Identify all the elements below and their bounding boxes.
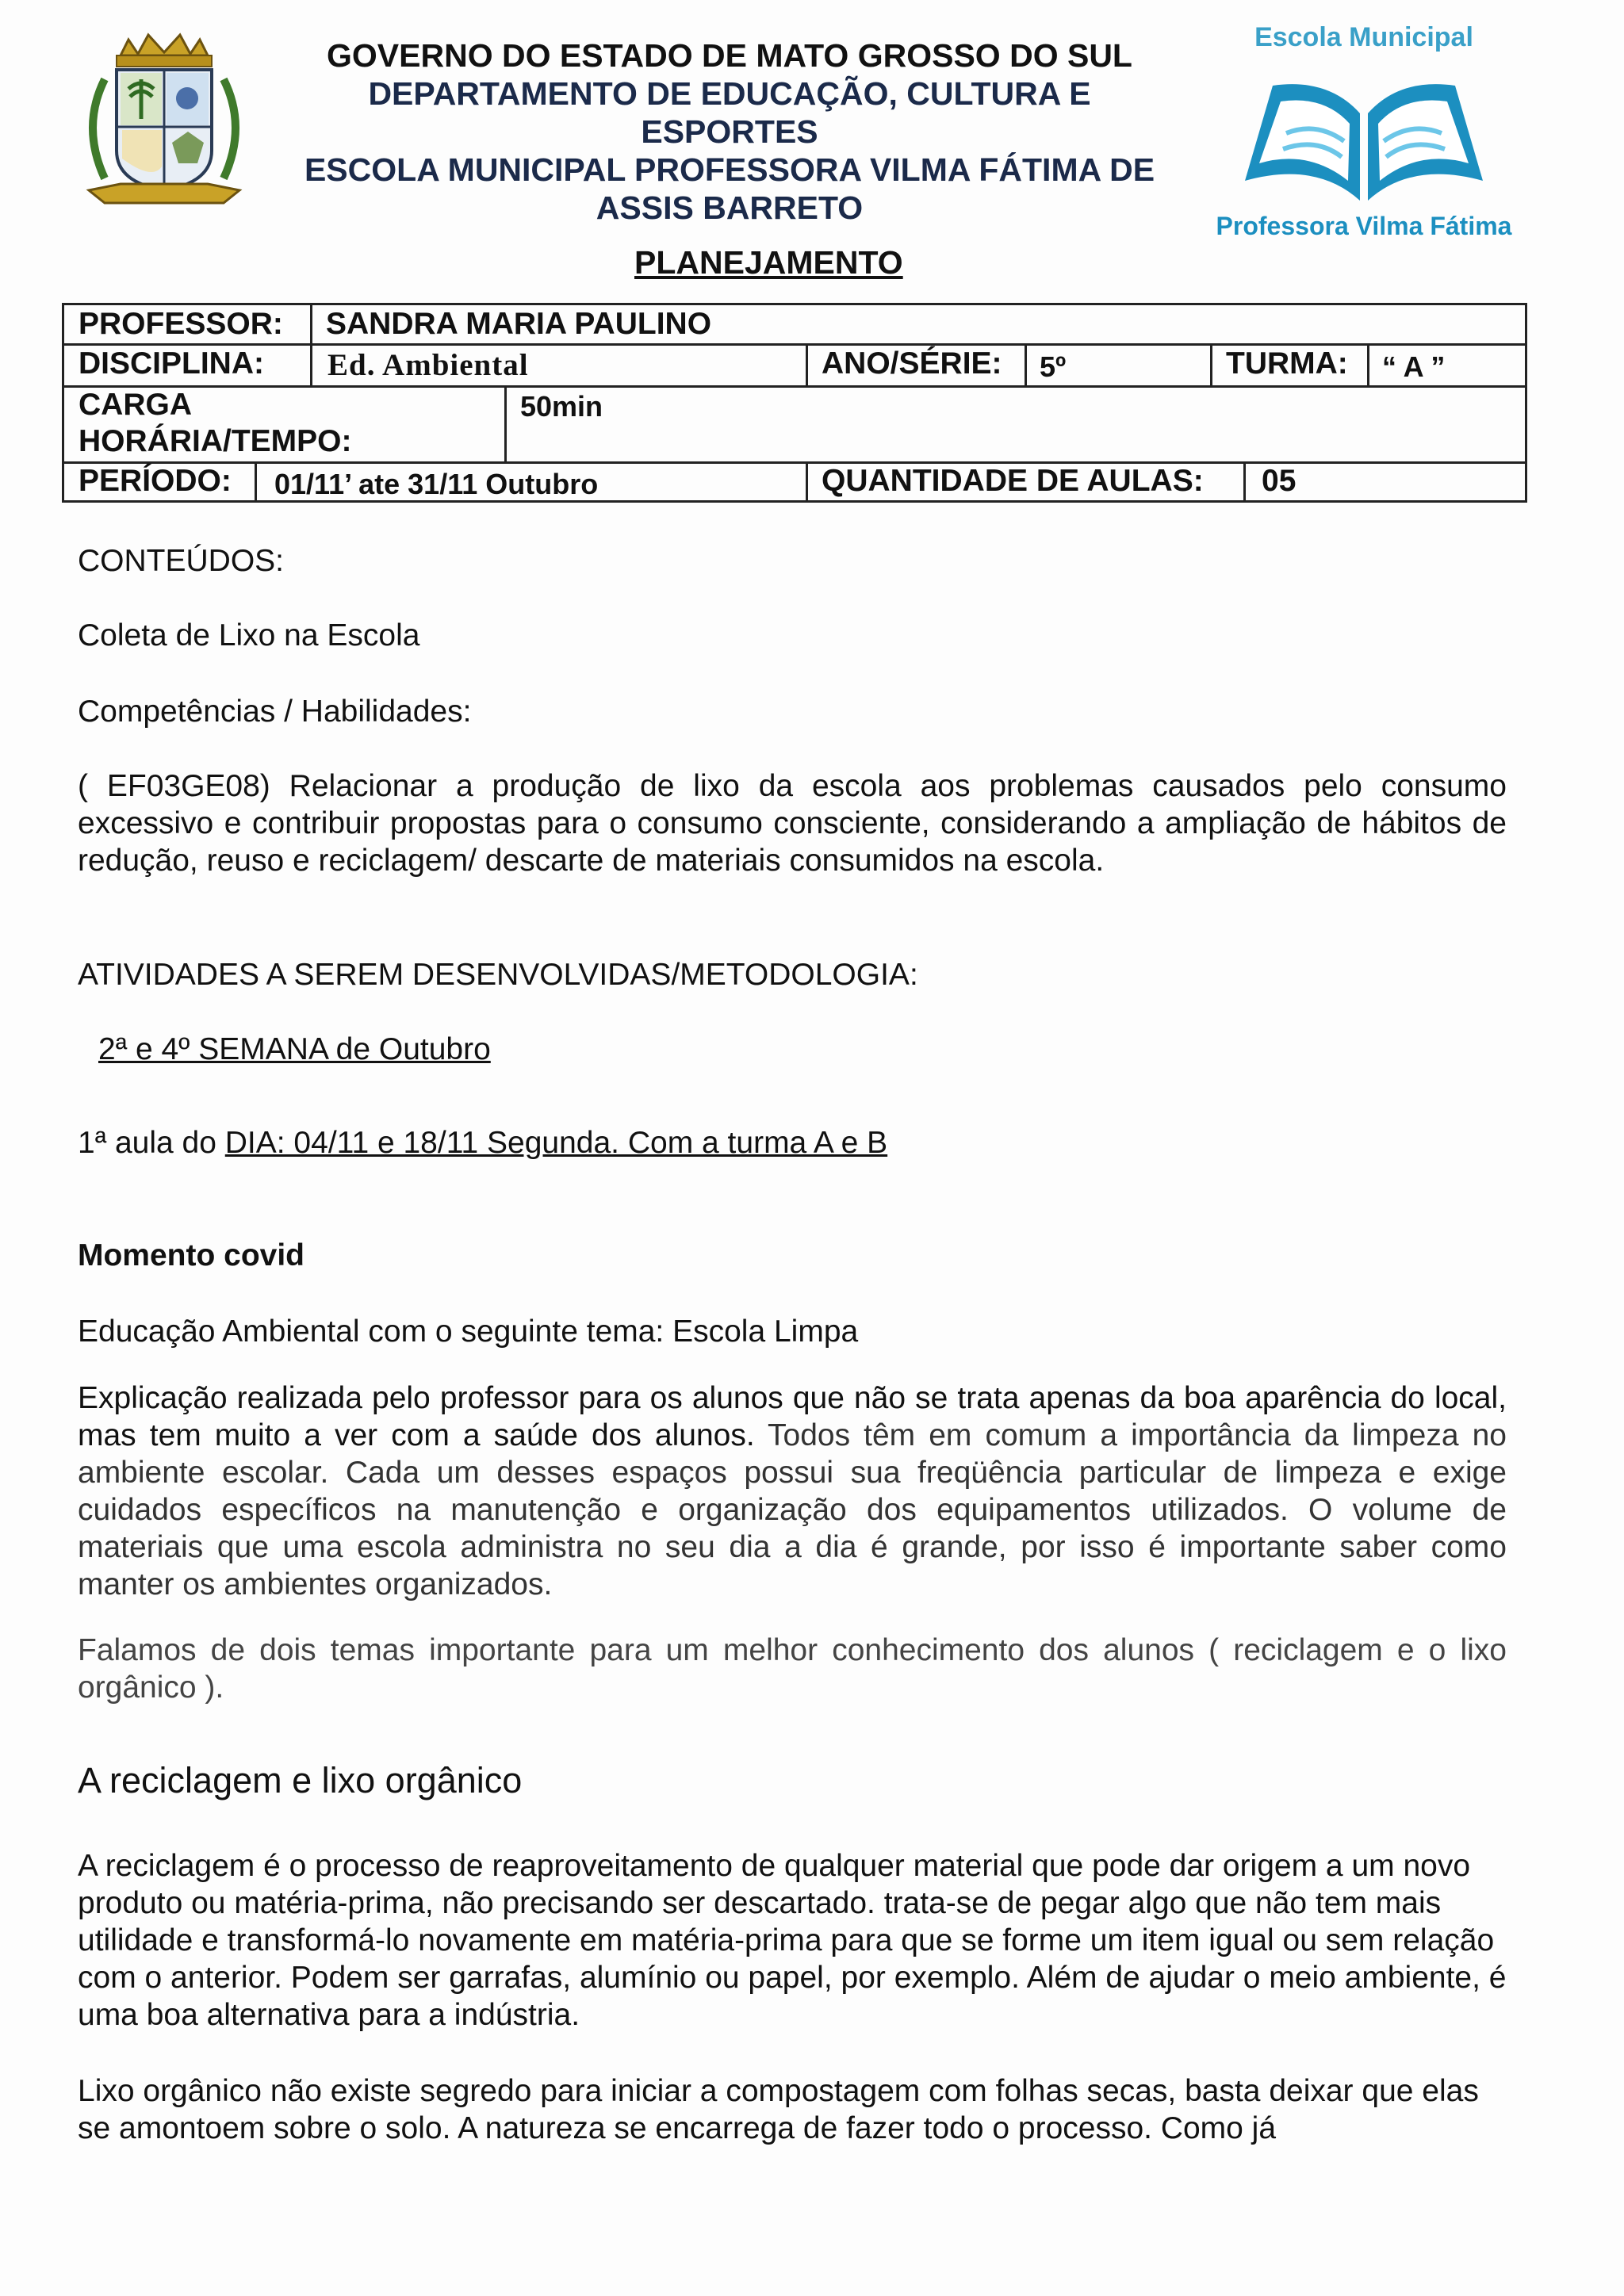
aula-prefix: 1ª aula do <box>78 1126 225 1160</box>
carga-label: CARGA <box>79 388 192 422</box>
explicacao-part-2: Todos têm em comum a importância da limpeza no ambiente escolar. Cada um desses espaços possui sua freqüência particular de limpeza e exige cuidados específicos na manutenção e organização dos equipamentos utilizados. O volume de materiais que uma escola administra no seu dia a dia é grande, por isso é importante saber como manter os ambientes organizados. <box>78 1418 1507 1601</box>
school-book-logo <box>1197 22 1530 244</box>
header-line-school: ESCOLA MUNICIPAL PROFESSORA VILMA FÁTIMA DE <box>304 151 1155 188</box>
turma-value: “ A ” <box>1382 350 1446 383</box>
planning-info-table <box>62 303 1527 503</box>
explicacao-paragraph <box>78 1380 1507 1603</box>
turma-label: TURMA: <box>1226 346 1348 381</box>
carga-value: 50min <box>520 390 603 423</box>
reciclagem-heading: A reciclagem e lixo orgânico <box>78 1760 523 1800</box>
professor-value: SANDRA MARIA PAULINO <box>326 307 712 341</box>
municipal-coat-of-arms <box>73 32 255 214</box>
logo-bottom-text: Professora Vilma Fátima <box>1216 212 1512 240</box>
falamos-paragraph: Falamos de dois temas importante para um melhor conhecimento dos alunos ( reciclagem e o lixo orgânico ). <box>78 1633 1507 1705</box>
aula-line <box>78 1124 887 1161</box>
header-line-department: DEPARTAMENTO DE EDUCAÇÃO, CULTURA E <box>368 75 1091 112</box>
ano-serie-value: 5º <box>1040 350 1067 383</box>
header-line-school-cont: ASSIS BARRETO <box>596 189 864 226</box>
carga-label-cont: HORÁRIA/TEMPO: <box>79 424 352 458</box>
header-block <box>262 36 1197 227</box>
semana-line: 2ª e 4º SEMANA de Outubro <box>98 1032 491 1066</box>
logo-top-text: Escola Municipal <box>1254 22 1473 52</box>
reciclagem-paragraph: A reciclagem é o processo de reaproveitamento de qualquer material que pode dar origem a um novo produto ou matéria-prima, não precisando ser descartado. trata-se de pegar algo que não tem mais utilidade e transformá-lo novamente em matéria-prima para que se forme um item igual ou sem relação com o anterior. Podem ser garrafas, alumínio ou papel, por exemplo. Além de ajudar o meio ambiente, é uma boa alternativa para a indústria. <box>78 1849 1507 2032</box>
periodo-value: 01/11’ ate 31/11 Outubro <box>274 468 599 500</box>
periodo-label: PERÍODO: <box>79 464 232 498</box>
quantidade-aulas-label: QUANTIDADE DE AULAS: <box>822 464 1204 498</box>
header-line-government: GOVERNO DO ESTADO DE MATO GROSSO DO SUL <box>327 37 1132 74</box>
momento-covid-heading: Momento covid <box>78 1238 305 1272</box>
ano-serie-label: ANO/SÉRIE: <box>822 346 1002 381</box>
page-title: PLANEJAMENTO <box>634 244 903 281</box>
skill-paragraph: ( EF03GE08) Relacionar a produção de lixo da escola aos problemas causados pelo consumo excessivo e contribuir propostas para o consumo consciente, considerando a ampliação de hábitos de redução, reuso e reciclagem/ descarte de materiais consumidos na escola. <box>78 769 1507 878</box>
lixo-organico-paragraph: Lixo orgânico não existe segredo para iniciar a compostagem com folhas secas, basta deixar que elas se amontoem sobre o solo. A natureza se encarrega de fazer todo o processo. Como já <box>78 2074 1479 2145</box>
quantidade-aulas-value: 05 <box>1262 464 1297 498</box>
content-topic: Coleta de Lixo na Escola <box>78 618 420 652</box>
conteudos-heading: CONTEÚDOS: <box>78 544 285 578</box>
competencias-heading: Competências / Habilidades: <box>78 695 472 729</box>
atividades-heading: ATIVIDADES A SEREM DESENVOLVIDAS/METODOLOGIA: <box>78 958 918 992</box>
professor-label: PROFESSOR: <box>79 307 283 341</box>
disciplina-value: Ed. Ambiental <box>327 348 529 382</box>
aula-date: DIA: 04/11 e 18/11 Segunda. Com a turma A e B <box>224 1126 888 1160</box>
header-line-department-cont: ESPORTES <box>641 113 818 150</box>
educacao-line: Educação Ambiental com o seguinte tema: Escola Limpa <box>78 1314 859 1349</box>
disciplina-label: DISCIPLINA: <box>79 346 264 381</box>
explicacao-part-1: Explicação realizada pelo professor para os alunos que não se trata apenas da boa aparência do local, mas tem muito a ver com a saúde dos alunos. <box>78 1381 1507 1452</box>
